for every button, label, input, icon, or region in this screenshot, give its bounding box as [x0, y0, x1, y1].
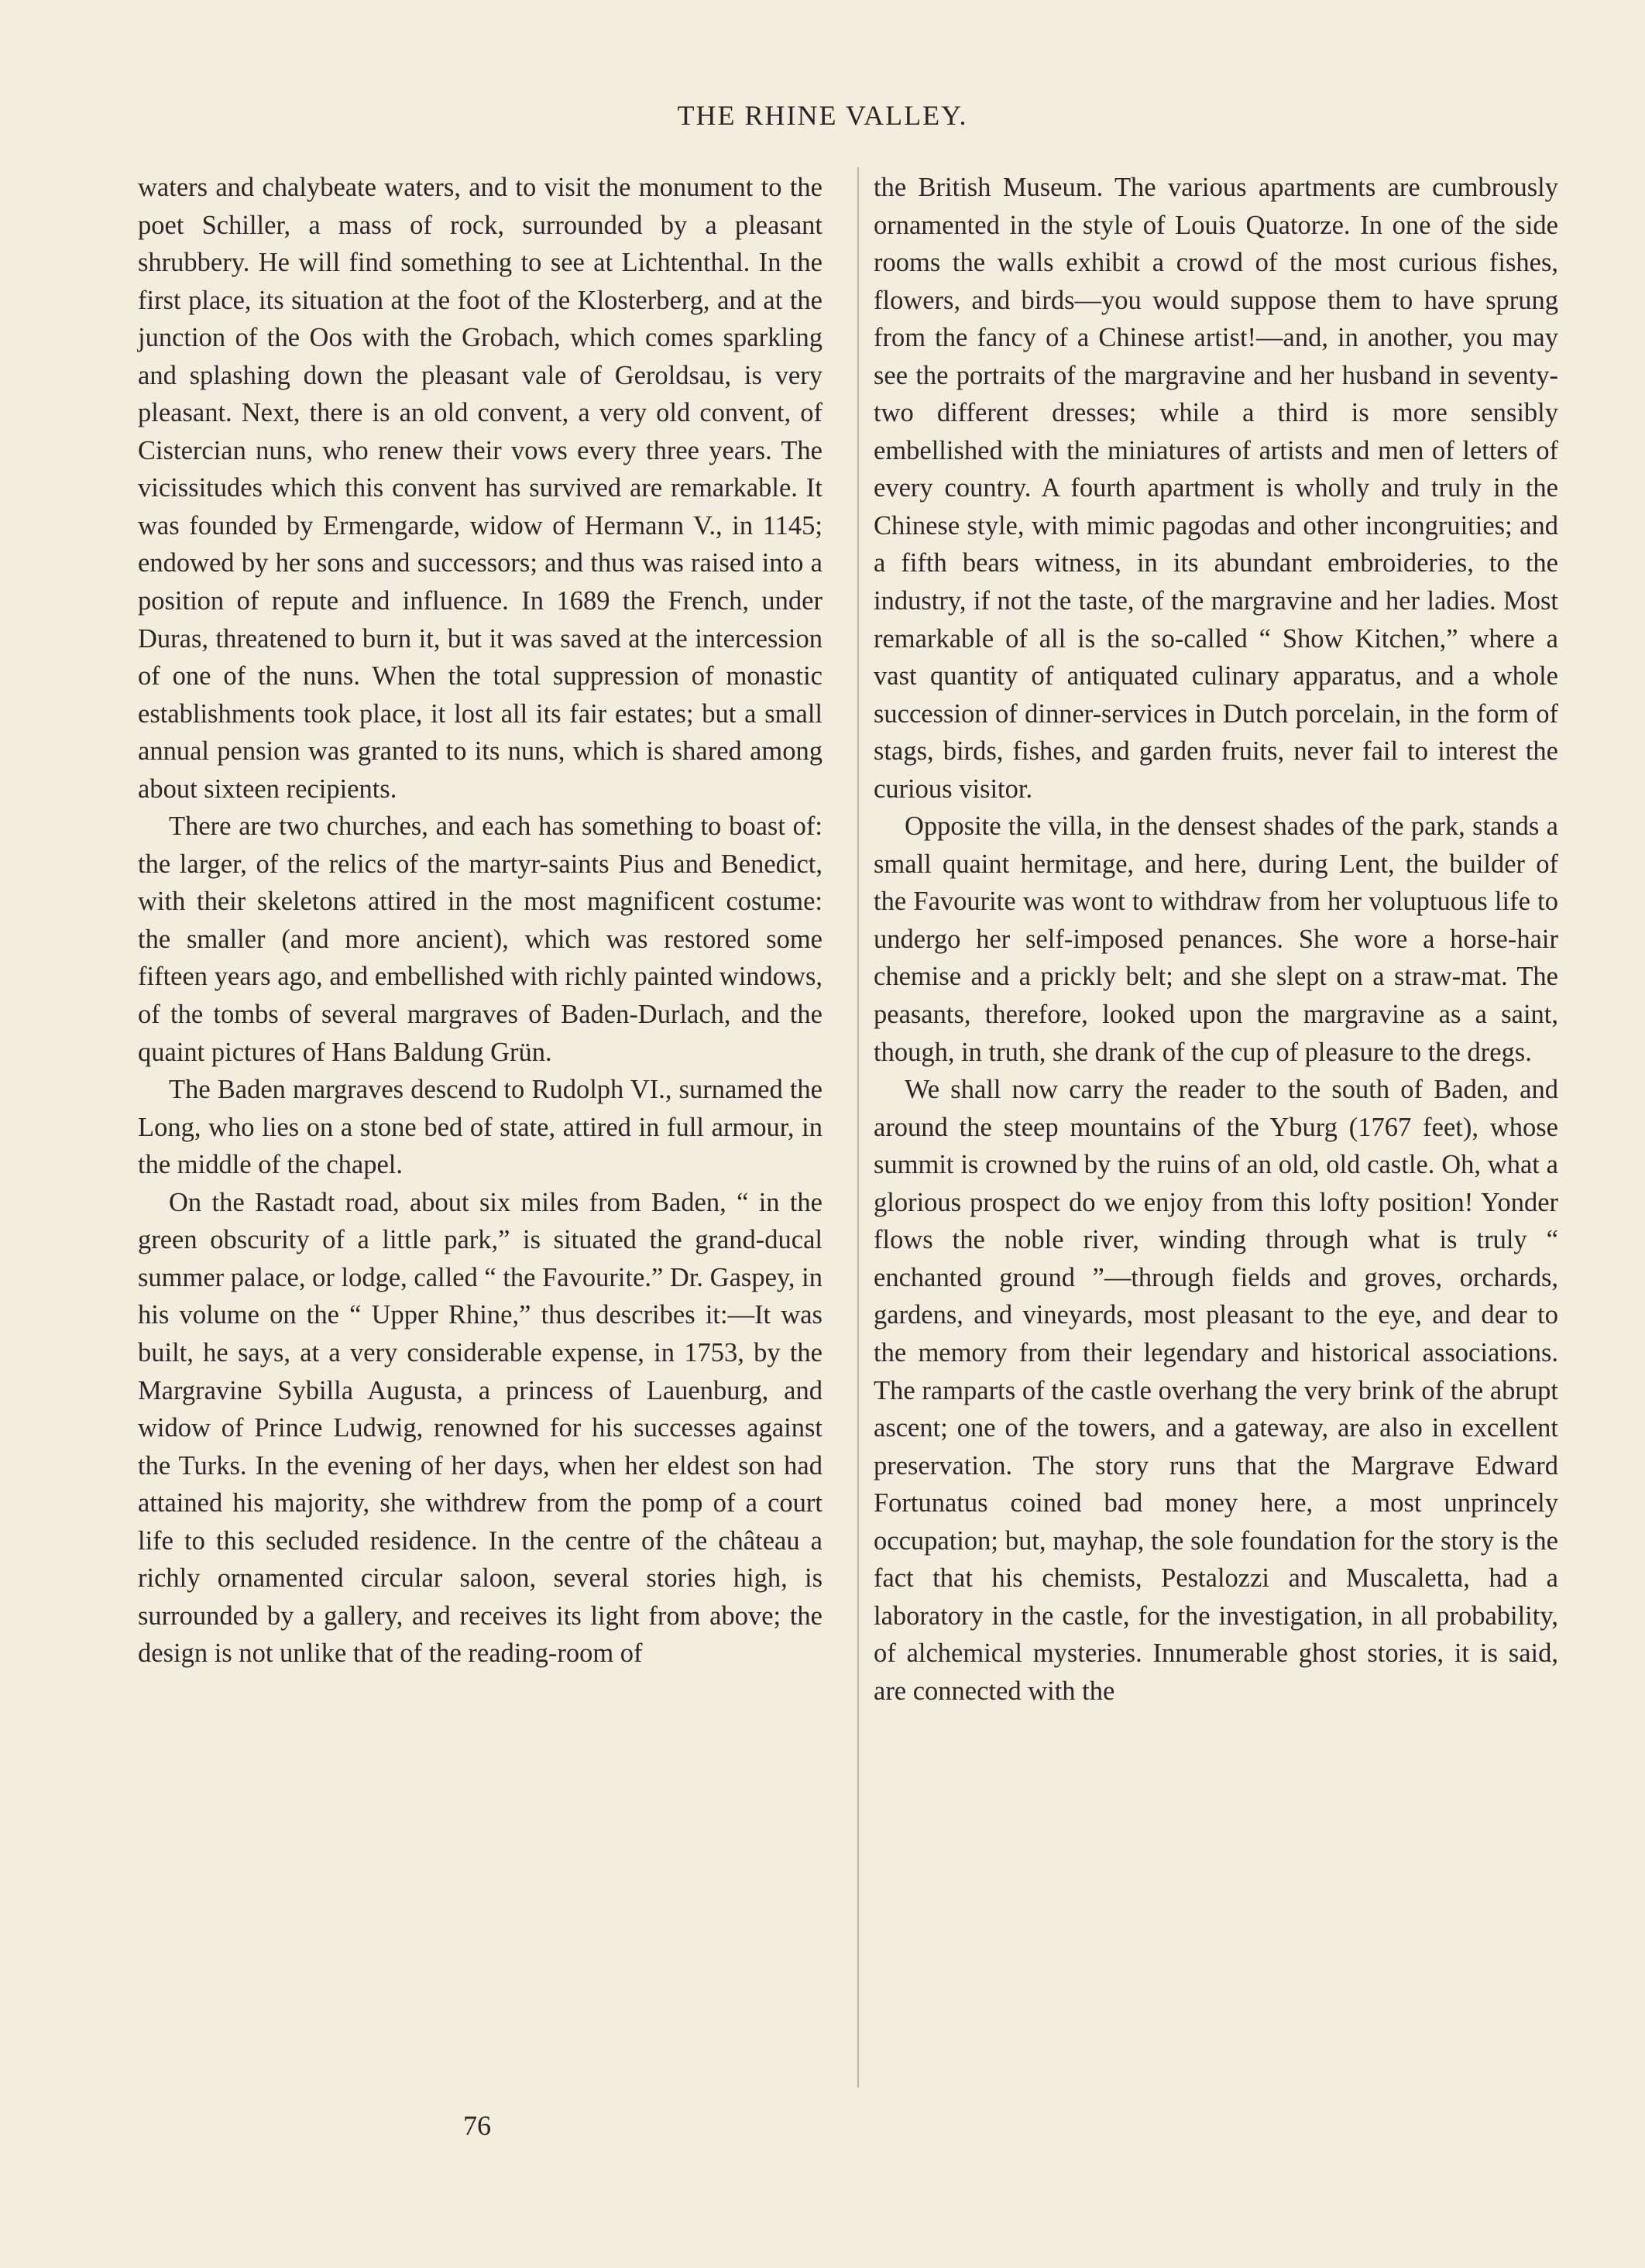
running-title: THE RHINE VALLEY. [677, 100, 968, 131]
column-divider [857, 167, 859, 2088]
paragraph: Opposite the villa, in the densest shades of the park, stands a small quaint hermitage, and here, during Lent, the builder of the Favourite was wont to withdraw from her voluptuous life to undergo her self-imposed penances. She wore a horse-hair chemise and a prickly belt; and she slept on a straw-mat. The peasants, therefore, looked upon the margravine as a saint, though, in truth, she drank of the cup of pleasure to the dregs. [874, 811, 1558, 1067]
page-number: 76 [463, 2110, 491, 2141]
paragraph: On the Rastadt road, about six miles from Baden, “ in the green obscurity of a little park,” is situated the grand-ducal summer palace, or lodge, called “ the Favourite.” Dr. Gaspey, in his volume on the “ Upper Rhine,” thus describes it:—It was built, he says, at a very considerable expense, in 1753, by the Margravine Sybilla Augusta, a princess of Lauenburg, and widow of Prince Ludwig, renowned for his successes against the Turks. In the evening of her days, when her eldest son had attained his majority, she withdrew from the pomp of a court life to this secluded residence. In the centre of the château a richly ornamented circular saloon, several stories high, is surrounded by a gallery, and receives its light from above; the design is not unlike that of the reading-room of [138, 1187, 822, 1669]
paragraph: the British Museum. The various apartments are cumbrously ornamented in the style of Louis Quatorze. In one of the side rooms the walls exhibit a crowd of the most curious fishes, flowers, and birds—you would suppose them to have sprung from the fancy of a Chinese artist!—and, in another, you may see the portraits of the margravine and her husband in seventy-two different dresses; while a third is more sensibly embellished with the miniatures of artists and men of letters of every country. A fourth apartment is wholly and truly in the Chinese style, with mimic pagodas and other incongruities; and a fifth bears witness, in its abundant embroideries, to the industry, if not the taste, of the margravine and her ladies. Most remarkable of all is the so-called “ Show Kitchen,” where a vast quantity of antiquated culinary apparatus, and a whole succession of dinner-services in Dutch porcelain, in the form of stags, birds, fishes, and garden fruits, never fail to interest the curious visitor. [874, 173, 1558, 804]
paragraph: We shall now carry the reader to the south of Baden, and around the steep mountains of the Yburg (1767 feet), whose summit is crowned by the ruins of an old, old castle. Oh, what a glorious prospect do we enjoy from this lofty position! Yonder flows the noble river, winding through what is truly “ enchanted ground ”—through fields and groves, orchards, gardens, and vineyards, most pleasant to the eye, and dear to the memory from their legendary and historical associations. The ramparts of the castle overhang the very brink of the abrupt ascent; one of the towers, and a gateway, are also in excellent preservation. The story runs that the Margrave Edward Fortunatus coined bad money here, a most unprincely occupation; but, mayhap, the sole foundation for the story is the fact that his chemists, Pestalozzi and Muscaletta, had a laboratory in the castle, for the investigation, in all probability, of alchemical mysteries. Innumerable ghost stories, it is said, are connected with the [874, 1075, 1558, 1706]
paragraph: There are two churches, and each has something to boast of: the larger, of the relics of the martyr-saints Pius and Benedict, with their skeletons attired in the most magnificent costume: the smaller (and more ancient), which was restored some fifteen years ago, and embellished with richly painted windows, of the tombs of several margraves of Baden-Durlach, and the quaint pictures of Hans Baldung Grün. [138, 811, 822, 1067]
paragraph: The Baden margraves descend to Rudolph VI., surnamed the Long, who lies on a stone bed of state, attired in full armour, in the middle of the chapel. [138, 1075, 822, 1180]
right-column [874, 169, 1558, 1710]
left-column [138, 169, 822, 1673]
paragraph: waters and chalybeate waters, and to visit the monument to the poet Schiller, a mass of rock, surrounded by a pleasant shrubbery. He will find something to see at Lichtenthal. In the first place, its situation at the foot of the Klosterberg, and at the junction of the Oos with the Grobach, which comes sparkling and splashing down the pleasant vale of Geroldsau, is very pleasant. Next, there is an old convent, a very old convent, of Cistercian nuns, who renew their vows every three years. The vicissitudes which this convent has survived are remarkable. It was founded by Ermengarde, widow of Hermann V., in 1145; endowed by her sons and successors; and thus was raised into a position of repute and influence. In 1689 the French, under Duras, threatened to burn it, but it was saved at the intercession of one of the nuns. When the total suppression of monastic establishments took place, it lost all its fair estates; but a small annual pension was granted to its nuns, which is shared among about sixteen recipients. [138, 173, 822, 804]
